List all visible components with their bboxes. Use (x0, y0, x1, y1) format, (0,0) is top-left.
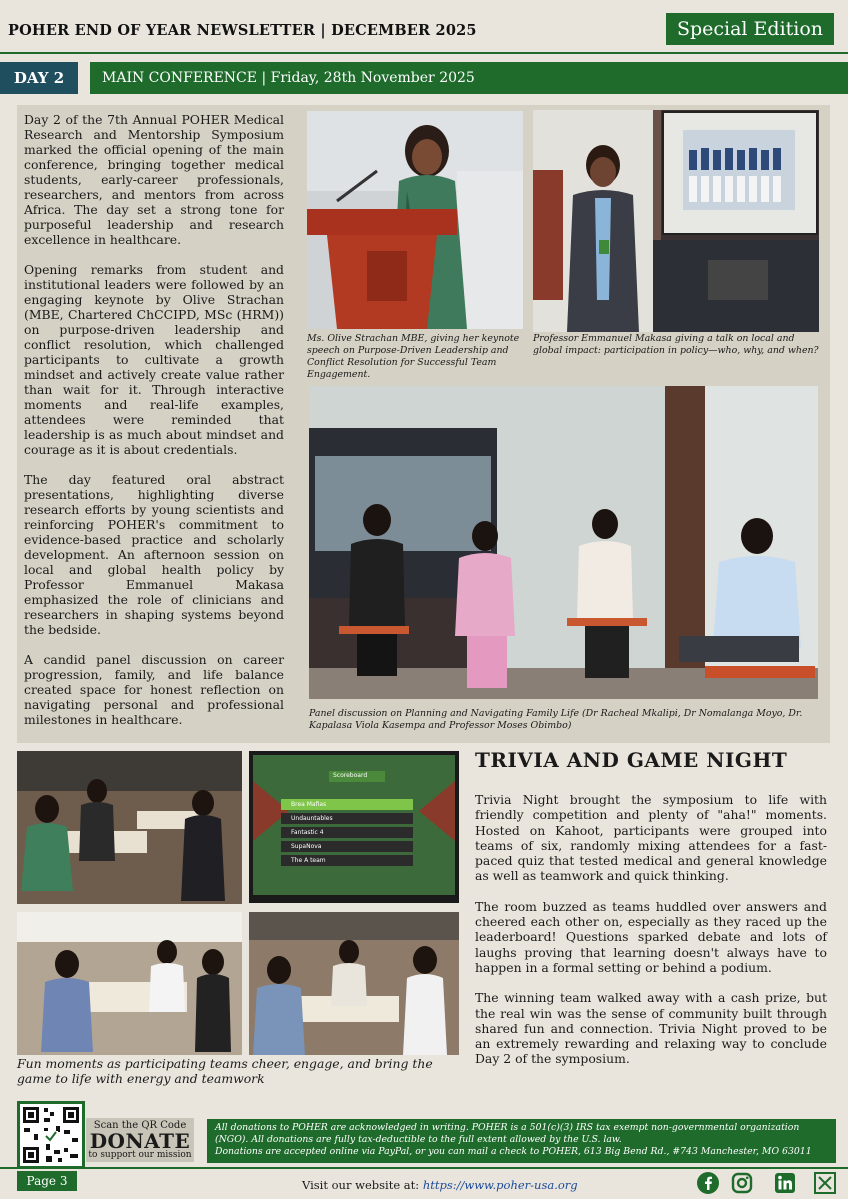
policy-talk-photo (533, 110, 819, 332)
visit-label: Visit our website at: (302, 1178, 420, 1192)
trivia-photo-3-illustration (17, 912, 242, 1055)
trivia-photo-4-illustration (249, 912, 459, 1055)
panel-discussion-illustration (309, 386, 818, 699)
header-divider (0, 52, 848, 54)
donation-legal-notice (207, 1119, 836, 1163)
donate-qr-code[interactable] (17, 1101, 85, 1169)
policy-talk-caption: Professor Emmanuel Makasa giving a talk on local and global impact: participation in policy—who, why, and when? (533, 333, 819, 356)
trivia-paragraph: The room buzzed as teams huddled over answers and cheered each other on, especially as they raced up the leaderboard! Questions sparked debate and lots of laughs proving that learning doesn't always have to happen in a formal setting or behind a podium. (475, 898, 827, 975)
keynote-caption: Ms. Olive Strachan MBE, giving her keynote speech on Purpose-Driven Leadership and Conflict Resolution for Successful Team Engagement. (307, 333, 520, 380)
footer-divider (0, 1167, 848, 1169)
trivia-paragraph: The winning team walked away with a cash prize, but the real win was the sense of community built through shared fun and connection. Trivia Night proved to be an extremely rewarding and relaxing way to conclude Day 2 of the symposium. (475, 990, 827, 1067)
scoreboard-team: SupaNova (291, 843, 322, 850)
x-twitter-icon[interactable] (814, 1172, 836, 1194)
trivia-paragraph: Trivia Night brought the symposium to life with friendly competition and plenty of "aha!" moments. Hosted on Kahoot, participants were grouped into teams of six, randomly mixing attendees for a fast-paced quiz that tested medical and general knowledge as well as teamwork and quick thinking. (475, 792, 827, 884)
legal-text: All donations to POHER are acknowledged in writing. POHER is a 501(c)(3) IRS tax exempt non-governmental organization (NGO). All donations are fully tax-deductible to the full extent allowed by the U.S. law. (215, 1122, 800, 1145)
day2-article (24, 112, 284, 742)
support-label: to support our mission (88, 1150, 192, 1160)
instagram-icon[interactable] (731, 1172, 753, 1194)
day2-paragraph: Opening remarks from student and institutional leaders were followed by an engaging keynote by Olive Strachan (MBE, Chartered ChCCIPD, MSc (HRM)) on purpose-driven leadership and conflict resolution, which challenged participants to cultivate a growth mindset and actively create value rather than wait for it. Through interactive moments and real-life examples, attendees were reminded that leadership is as much about mindset and courage as it is about credentials. (24, 262, 284, 457)
panel-discussion-caption: Panel discussion on Planning and Navigating Family Life (Dr Racheal Mkalipi, Dr Nomalanga Moyo, Dr. Kapalasa Viola Kasempa and Professor Moses Obimbo) (309, 708, 803, 731)
trivia-photo-3 (17, 912, 242, 1055)
mail-text: Donations are accepted online via PayPal, or you can mail a check to POHER, 613 Big Bend Rd., #743 Manchester, MO 63011 (215, 1145, 812, 1157)
day-badge: DAY 2 (0, 62, 78, 94)
scoreboard-team: The A team (291, 857, 326, 864)
donate-label[interactable]: DONATE (89, 1129, 191, 1153)
trivia-photo-1-illustration (17, 751, 242, 904)
facebook-icon[interactable] (697, 1172, 719, 1194)
day2-paragraph: A candid panel discussion on career progression, family, and life balance created space for honest reflection on navigating personal and professional milestones in healthcare. (24, 652, 284, 727)
scan-qr-label: Scan the QR Code (93, 1120, 187, 1131)
newsletter-title: POHER END OF YEAR NEWSLETTER | DECEMBER 2025 (8, 22, 477, 39)
trivia-photo-1 (17, 751, 242, 904)
website-line (302, 1178, 578, 1192)
trivia-photos-caption: Fun moments as participating teams cheer, engage, and bring the game to life with energy and teamwork (17, 1056, 433, 1086)
scoreboard-team: Brea Mafias (291, 801, 327, 808)
linkedin-icon[interactable] (774, 1172, 796, 1194)
keynote-photo-illustration (307, 111, 523, 329)
panel-discussion-photo (309, 386, 818, 699)
scoreboard-title: Scoreboard (333, 772, 368, 779)
day2-paragraph: The day featured oral abstract presentations, highlighting diverse research efforts by young scientists and reinforcing POHER's commitment to evidence-based practice and scholarly development. An afternoon session on local and global health policy by Professor Emmanuel Makasa emphasized the role of clinicians and researchers in shaping systems beyond the bedside. (24, 472, 284, 637)
main-conference-bar: MAIN CONFERENCE | Friday, 28th November 2025 (90, 62, 848, 94)
keynote-photo (307, 111, 523, 329)
scoreboard-photo (249, 751, 459, 903)
special-edition-badge: Special Edition (666, 13, 834, 45)
day2-paragraph: Day 2 of the 7th Annual POHER Medical Research and Mentorship Symposium marked the official opening of the main conference, bringing together medical students, early-career professionals, researchers, and mentors from across Africa. The day set a strong tone for purposeful leadership and research excellence in healthcare. (24, 112, 284, 247)
policy-talk-illustration (533, 110, 819, 332)
trivia-article (475, 792, 827, 1082)
page-number: Page 3 (17, 1171, 77, 1191)
scoreboard-team: Undauntables (291, 815, 333, 822)
trivia-photo-4 (249, 912, 459, 1055)
qr-code-icon (20, 1104, 82, 1166)
scoreboard-team: Fantastic 4 (291, 829, 324, 836)
website-link[interactable]: https://www.poher-usa.org (422, 1178, 578, 1192)
trivia-heading: TRIVIA AND GAME NIGHT (475, 748, 788, 772)
